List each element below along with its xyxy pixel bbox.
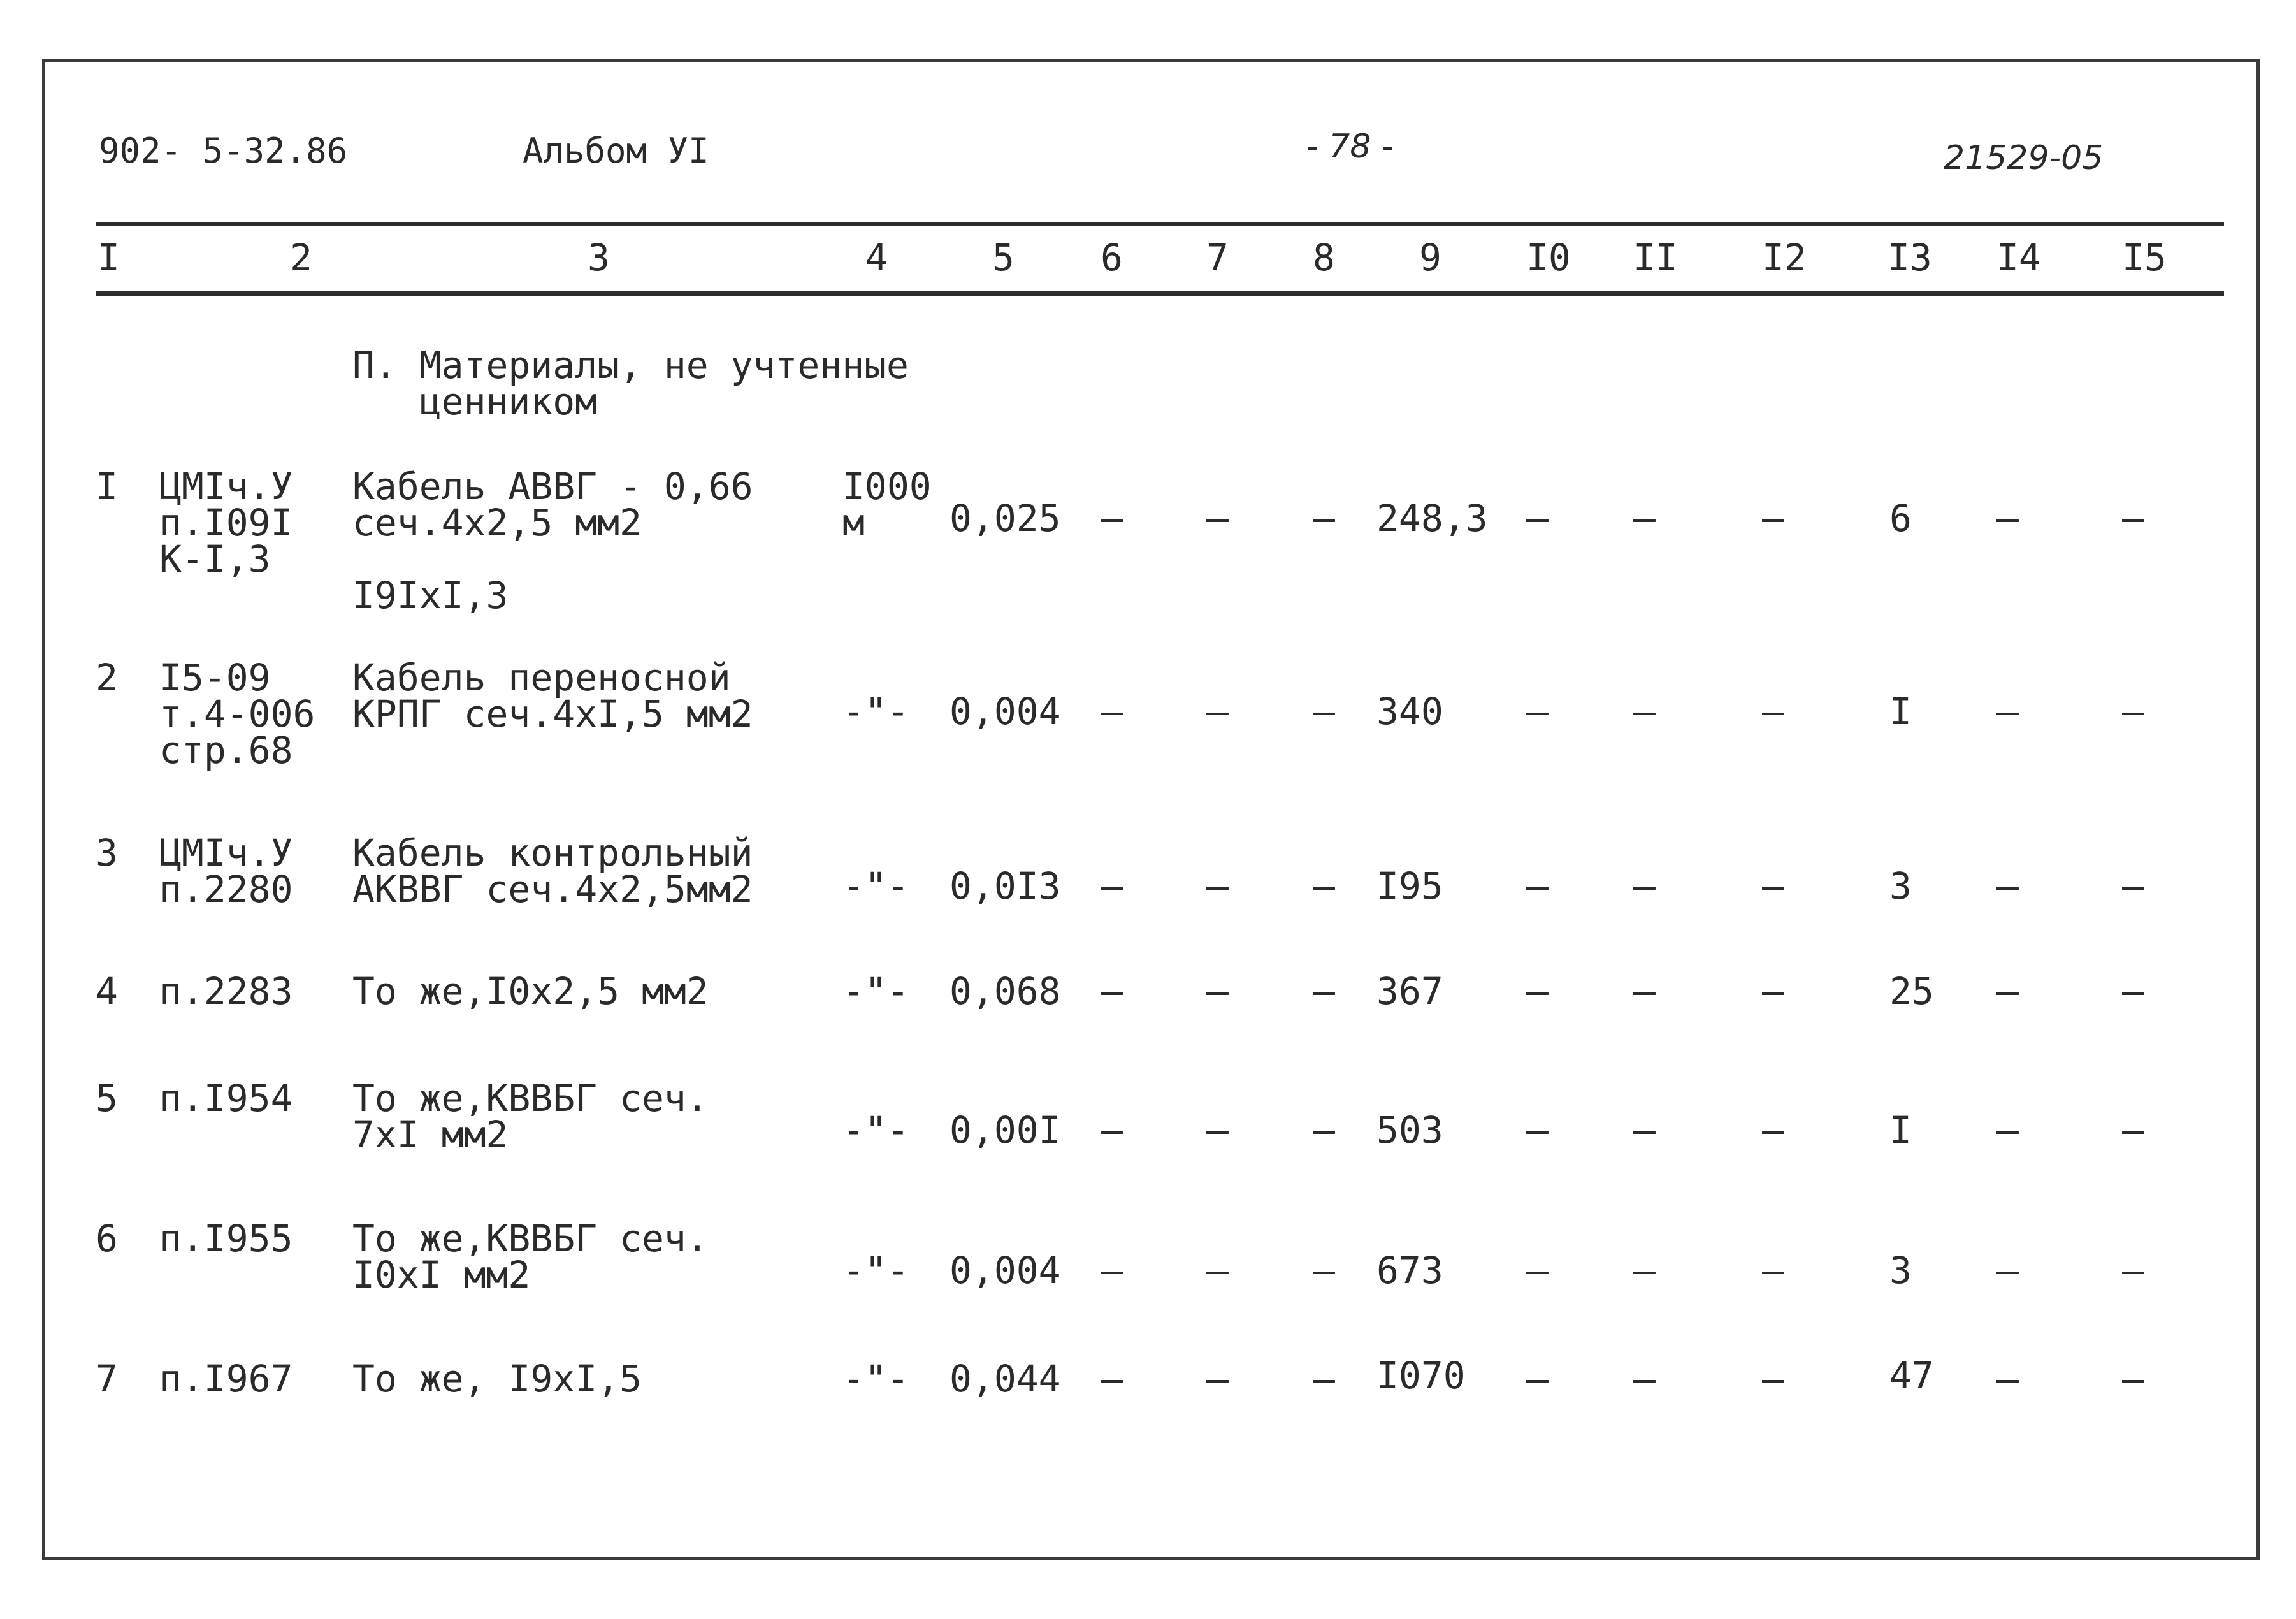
row-col13: 6 — [1889, 497, 1912, 540]
row-col15: – — [2122, 497, 2144, 540]
row-number: I — [96, 465, 118, 508]
row-col15: – — [2122, 1249, 2144, 1292]
row-col7: – — [1206, 864, 1229, 908]
row-col10: – — [1526, 690, 1549, 733]
row-number: 7 — [96, 1357, 118, 1400]
row-col6: – — [1101, 969, 1123, 1013]
row-col7: – — [1206, 690, 1229, 733]
row-col11: – — [1633, 497, 1656, 540]
row-col7: – — [1206, 969, 1229, 1013]
row-code: п.I955 — [159, 1217, 293, 1260]
row-col15: – — [2122, 969, 2144, 1013]
row-col11: – — [1633, 969, 1656, 1013]
row-col12: – — [1762, 497, 1784, 540]
row-name: То же, I9хI,5 — [352, 1357, 642, 1400]
row-price: I95 — [1376, 864, 1443, 908]
column-header: 8 — [1313, 236, 1335, 279]
row-col10: – — [1526, 497, 1549, 540]
row-qty: 0,044 — [949, 1357, 1061, 1400]
page-frame — [42, 59, 2260, 1560]
row-col15: – — [2122, 690, 2144, 733]
row-col6: – — [1101, 1108, 1123, 1152]
section-title: П. Материалы, не учтенные ценником — [352, 344, 909, 423]
row-col12: – — [1762, 1357, 1784, 1400]
row-price: 340 — [1376, 690, 1443, 733]
row-price: 248,3 — [1376, 497, 1488, 540]
row-name: Кабель переносной КРПГ сеч.4хI,5 мм2 — [352, 656, 753, 736]
column-header: 5 — [992, 236, 1014, 279]
row-name: То же,I0х2,5 мм2 — [352, 969, 709, 1013]
row-col14: – — [1996, 690, 2019, 733]
row-price: 503 — [1376, 1108, 1443, 1152]
column-header: 2 — [290, 236, 312, 279]
row-col15: – — [2122, 864, 2144, 908]
row-col13: I — [1889, 690, 1912, 733]
row-col6: – — [1101, 497, 1123, 540]
row-col11: – — [1633, 1357, 1656, 1400]
row-col14: – — [1996, 1108, 2019, 1152]
row-col7: – — [1206, 497, 1229, 540]
row-col8: – — [1313, 1108, 1335, 1152]
row-col6: – — [1101, 1357, 1123, 1400]
row-col6: – — [1101, 690, 1123, 733]
row-col15: – — [2122, 1357, 2144, 1400]
row-col8: – — [1313, 864, 1335, 908]
row-col8: – — [1313, 497, 1335, 540]
row-col14: – — [1996, 1249, 2019, 1292]
column-header: 9 — [1419, 236, 1441, 279]
row-col6: – — [1101, 1249, 1123, 1292]
row-col12: – — [1762, 690, 1784, 733]
row-name: То же,КВВБГ сеч. I0хI мм2 — [352, 1217, 709, 1296]
row-code: п.2283 — [159, 969, 293, 1013]
row-col8: – — [1313, 1357, 1335, 1400]
row-qty: 0,025 — [949, 497, 1061, 540]
album-label: Альбом УI — [523, 131, 709, 171]
column-header: 7 — [1206, 236, 1229, 279]
row-col11: – — [1633, 1249, 1656, 1292]
row-qty: 0,004 — [949, 690, 1061, 733]
row-unit: -"- — [842, 1108, 909, 1152]
row-col8: – — [1313, 1249, 1335, 1292]
row-code: I5-09 т.4-006 стр.68 — [159, 656, 315, 772]
row-code: п.I954 — [159, 1077, 293, 1120]
row-code: ЦМIч.У п.2280 — [159, 831, 293, 911]
row-col7: – — [1206, 1249, 1229, 1292]
row-price: I070 — [1376, 1354, 1466, 1397]
row-col7: – — [1206, 1108, 1229, 1152]
row-code: п.I967 — [159, 1357, 293, 1400]
row-name: Кабель контрольный АКВВГ сеч.4х2,5мм2 — [352, 831, 753, 911]
row-col14: – — [1996, 864, 2019, 908]
header-bottom-rule — [96, 291, 2224, 296]
row-col12: – — [1762, 1249, 1784, 1292]
row-col10: – — [1526, 864, 1549, 908]
row-price: 673 — [1376, 1249, 1443, 1292]
row-col12: – — [1762, 969, 1784, 1013]
row-col11: – — [1633, 1108, 1656, 1152]
row-qty: 0,068 — [949, 969, 1061, 1013]
row-price: 367 — [1376, 969, 1443, 1013]
row-col6: – — [1101, 864, 1123, 908]
row-col7: – — [1206, 1357, 1229, 1400]
row-name: Кабель АВВГ - 0,66 сеч.4х2,5 мм2 I9IхI,3 — [352, 465, 753, 617]
row-col13: 3 — [1889, 1249, 1912, 1292]
row-qty: 0,00I — [949, 1108, 1061, 1152]
column-header: I — [97, 236, 120, 279]
row-col10: – — [1526, 1249, 1549, 1292]
row-col13: 25 — [1889, 969, 1934, 1013]
row-col13: I — [1889, 1108, 1912, 1152]
column-header: I0 — [1526, 236, 1571, 279]
row-col13: 3 — [1889, 864, 1912, 908]
row-col12: – — [1762, 1108, 1784, 1152]
row-number: 2 — [96, 656, 118, 699]
row-col14: – — [1996, 969, 2019, 1013]
row-unit: -"- — [842, 690, 909, 733]
row-col12: – — [1762, 864, 1784, 908]
column-header: I5 — [2122, 236, 2167, 279]
row-unit: -"- — [842, 864, 909, 908]
row-col8: – — [1313, 690, 1335, 733]
row-number: 6 — [96, 1217, 118, 1260]
row-unit: -"- — [842, 969, 909, 1013]
row-unit: I000 м — [842, 465, 932, 544]
row-col13: 47 — [1889, 1354, 1934, 1397]
page-number: - 78 - — [1306, 127, 1394, 166]
column-header: I2 — [1762, 236, 1807, 279]
row-col11: – — [1633, 690, 1656, 733]
row-number: 4 — [96, 969, 118, 1013]
column-header: 4 — [865, 236, 888, 279]
row-col10: – — [1526, 969, 1549, 1013]
row-col10: – — [1526, 1108, 1549, 1152]
row-qty: 0,0I3 — [949, 864, 1061, 908]
archive-number: 21529-05 — [1944, 139, 2104, 177]
column-header: II — [1633, 236, 1678, 279]
row-number: 3 — [96, 831, 118, 875]
column-header: 6 — [1101, 236, 1123, 279]
column-header: I4 — [1996, 236, 2041, 279]
row-col11: – — [1633, 864, 1656, 908]
document-code: 902- 5-32.86 — [99, 131, 348, 171]
row-qty: 0,004 — [949, 1249, 1061, 1292]
row-col14: – — [1996, 1357, 2019, 1400]
column-header: I3 — [1888, 236, 1932, 279]
header-top-rule — [96, 222, 2224, 226]
row-name: То же,КВВБГ сеч. 7хI мм2 — [352, 1077, 709, 1156]
row-number: 5 — [96, 1077, 118, 1120]
row-unit: -"- — [842, 1249, 909, 1292]
row-col8: – — [1313, 969, 1335, 1013]
row-unit: -"- — [842, 1357, 909, 1400]
row-col10: – — [1526, 1357, 1549, 1400]
row-code: ЦМIч.У п.I09I К-I,3 — [159, 465, 293, 581]
column-header: 3 — [588, 236, 610, 279]
row-col15: – — [2122, 1108, 2144, 1152]
row-col14: – — [1996, 497, 2019, 540]
